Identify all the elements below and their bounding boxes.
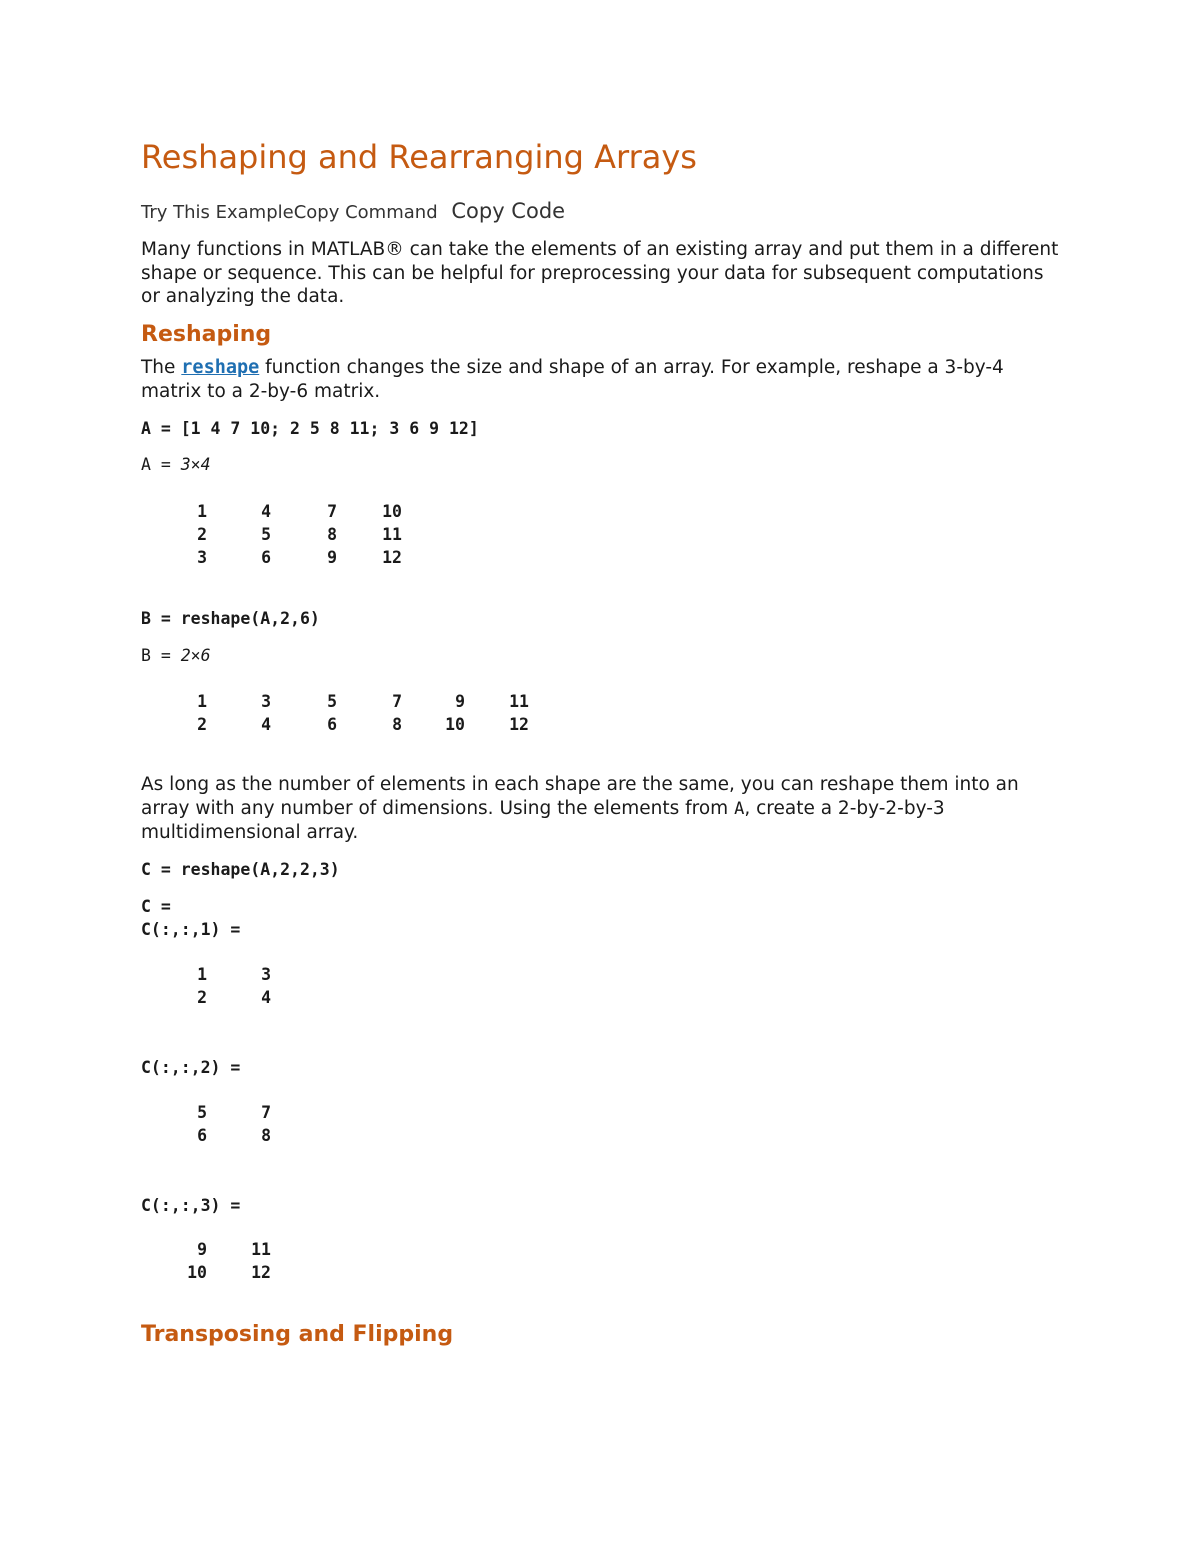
- text-run: , create a 2-by-2-by-3 multidimensional array.: [141, 797, 945, 843]
- reshape-paragraph: [141, 356, 1066, 403]
- section-heading-transposing: Transposing and Flipping: [141, 1322, 454, 1347]
- matrix-cell: 1: [197, 502, 207, 521]
- matrix-cell: 7: [392, 692, 402, 711]
- text-run: As long as the number of elements in each shape are the same, you can reshape them into an array with any number of dimensions. Using the elements from: [141, 774, 1019, 819]
- output-header-b: [141, 646, 211, 665]
- output-label: B =: [141, 646, 181, 665]
- code-line-a: A = [1 4 7 10; 2 5 8 11; 3 6 9 12]: [141, 419, 479, 438]
- code-line-b: B = reshape(A,2,6): [141, 609, 320, 628]
- matrix-cell: 10: [187, 1263, 207, 1282]
- matrix-cell: 7: [327, 502, 337, 521]
- matrix-cell: 4: [261, 988, 271, 1007]
- slice-label-2: C(:,:,2) =: [141, 1058, 251, 1077]
- matrix-cell: 3: [261, 692, 271, 711]
- matrix-cell: 1: [197, 692, 207, 711]
- matrix-cell: 5: [197, 1103, 207, 1122]
- matrix-cell: 11: [509, 692, 529, 711]
- inline-code: A: [734, 798, 745, 819]
- try-example-link[interactable]: Try This Example: [141, 202, 294, 223]
- text-run: function changes the size and shape of an array. For example, reshape a 3-by-4 matrix to a 2-by-6 matrix.: [141, 357, 1004, 402]
- slice-label-3: C(:,:,3) =: [141, 1196, 251, 1215]
- matrix-cell: 5: [327, 692, 337, 711]
- multidim-paragraph: [141, 773, 1066, 845]
- matrix-cell: 9: [327, 548, 337, 567]
- matrix-cell: 2: [197, 715, 207, 734]
- output-dims: 3×4: [180, 455, 211, 474]
- matrix-cell: 12: [382, 548, 402, 567]
- matrix-cell: 1: [197, 965, 207, 984]
- matrix-cell: 8: [327, 525, 337, 544]
- matrix-cell: 8: [261, 1126, 271, 1145]
- copy-code-button[interactable]: Copy Code: [451, 199, 566, 223]
- matrix-cell: 10: [445, 715, 465, 734]
- matrix-cell: 3: [261, 965, 271, 984]
- matrix-cell: 2: [197, 525, 207, 544]
- matrix-cell: 11: [251, 1240, 271, 1259]
- matrix-cell: 11: [382, 525, 402, 544]
- section-heading-reshaping: Reshaping: [141, 322, 272, 347]
- matrix-cell: 3: [197, 548, 207, 567]
- page-title: Reshaping and Rearranging Arrays: [141, 138, 697, 176]
- matrix-cell: 4: [261, 715, 271, 734]
- output-header-a: [141, 455, 211, 474]
- matrix-cell: 6: [327, 715, 337, 734]
- output-dims: 2×6: [180, 646, 211, 665]
- slice-label-1: C(:,:,1) =: [141, 920, 251, 939]
- matrix-cell: 4: [261, 502, 271, 521]
- text-run: The: [141, 357, 182, 378]
- matrix-cell: 8: [392, 715, 402, 734]
- copy-command-button[interactable]: Copy Command: [293, 202, 438, 223]
- matrix-cell: 10: [382, 502, 402, 521]
- matrix-cell: 7: [261, 1103, 271, 1122]
- matrix-cell: 5: [261, 525, 271, 544]
- code-line-c: C = reshape(A,2,2,3): [141, 860, 340, 879]
- example-toolbar: [141, 199, 565, 223]
- reshape-doc-link[interactable]: reshape: [181, 357, 260, 378]
- matrix-cell: 2: [197, 988, 207, 1007]
- output-header-c: C =: [141, 897, 181, 916]
- intro-paragraph: Many functions in MATLAB® can take the elements of an existing array and put them in a different shape or sequence. This can be helpful for preprocessing your data for subsequent computations or analyzing the data.: [141, 239, 1059, 307]
- matrix-cell: 9: [197, 1240, 207, 1259]
- matrix-cell: 6: [261, 548, 271, 567]
- matrix-cell: 12: [251, 1263, 271, 1282]
- matrix-cell: 12: [509, 715, 529, 734]
- matrix-cell: 9: [455, 692, 465, 711]
- matrix-cell: 6: [197, 1126, 207, 1145]
- output-label: A =: [141, 455, 181, 474]
